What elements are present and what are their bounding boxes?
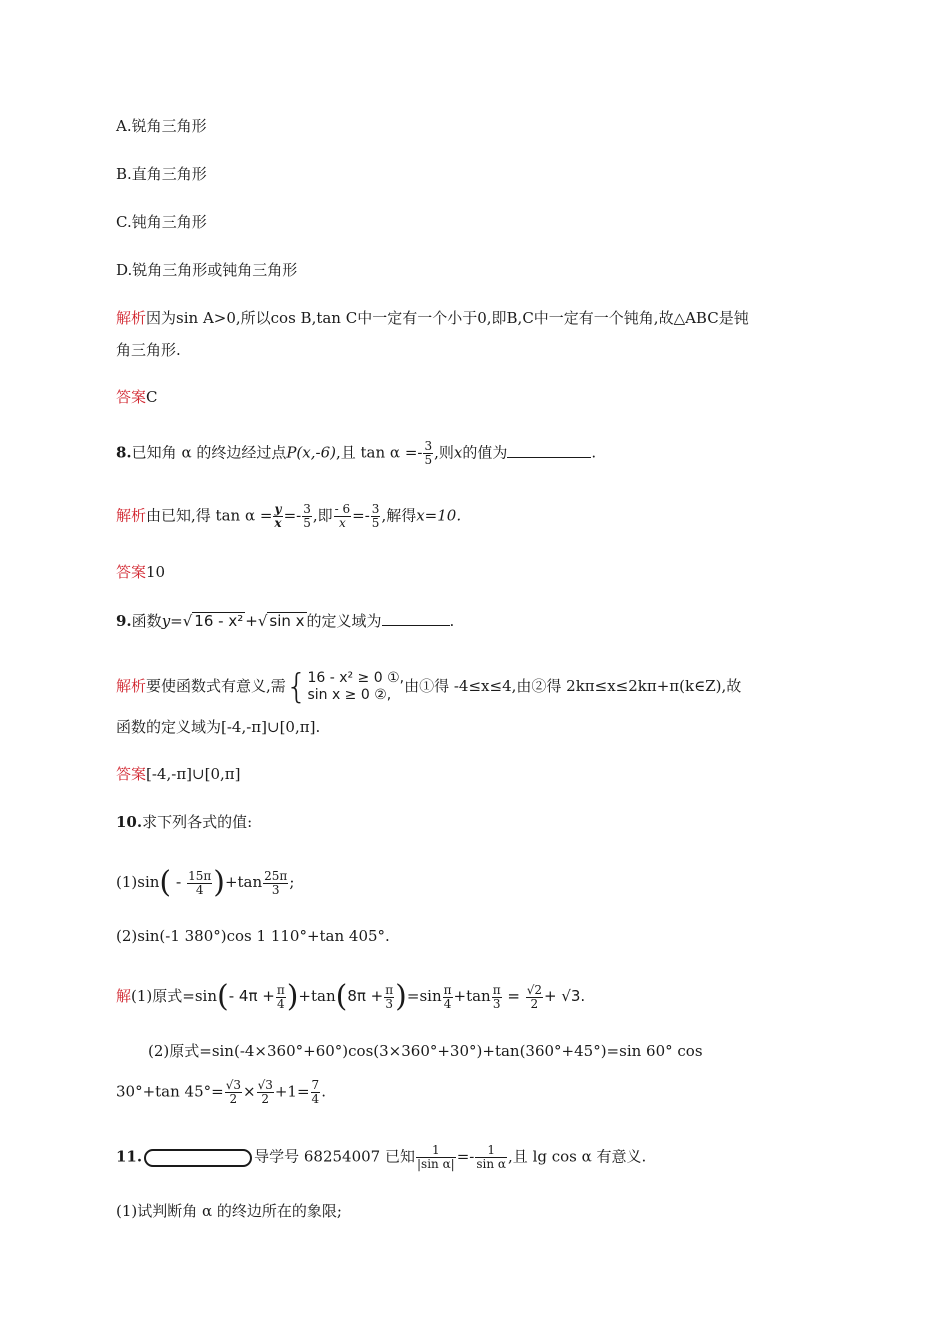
q7-analysis (116, 307, 749, 329)
analysis-text: 由已知,得 tan α = (146, 506, 273, 525)
question-number: 8. (116, 443, 132, 462)
solution-text: . (321, 1082, 326, 1101)
option-b: B.直角三角形 (116, 165, 207, 183)
fraction (302, 503, 312, 530)
q10-text: (1)sin (116, 873, 160, 891)
times-sign: × (243, 1082, 256, 1101)
numerator: - 6 (334, 502, 351, 516)
option-d: D.锐角三角形或钝角三角形 (116, 261, 298, 279)
q10-solution1: 解(1)原式=sin(- 4π + $\frac{\pi}{4}$ )+tan(8π + $\frac{\pi}{3}$ )=sin $\frac{\pi}{4}$ +tan $\frac{\pi}{3}$ = $\frac{√2}{2}$ + √3. (116, 979, 586, 1014)
brace-icon: { (285, 667, 308, 707)
answer-blank[interactable] (507, 441, 591, 458)
analysis-label: 解析 (116, 677, 147, 695)
q7-answer (116, 386, 158, 408)
numerator: √2 (526, 982, 542, 997)
fraction (311, 1079, 321, 1106)
analysis-text: =- (283, 506, 302, 525)
solution-text: (1)原式=sin (131, 987, 217, 1005)
q9-text: 的定义域为 (306, 612, 382, 630)
answer-value: C (146, 388, 158, 406)
question-number: 10. (116, 813, 143, 831)
solution-text: 8π + (347, 987, 384, 1005)
q8-text: ,则 (434, 443, 454, 462)
solution-label: 解 (116, 987, 132, 1005)
variable: x (453, 443, 463, 462)
radicand: sin x (269, 612, 305, 630)
q10-title: 求下列各式的值: (142, 813, 253, 831)
fraction (371, 503, 381, 530)
numerator: √3 (225, 1078, 241, 1092)
solution-text: +1= (274, 1082, 310, 1101)
inequality: sin x ≥ 0 ②, (307, 687, 392, 703)
denominator: x (339, 516, 346, 530)
denominator: 5 (371, 516, 380, 530)
q11-text: =- (456, 1147, 475, 1166)
analysis-text: 由①得 -4≤x≤4,由②得 2kπ≤x≤2kπ+π(k∈Z),故 (404, 677, 742, 695)
solution-text: =sin (406, 987, 442, 1005)
q9-question (116, 609, 454, 632)
fraction (492, 984, 502, 1011)
denominator: 2 (229, 1092, 238, 1106)
denominator: 5 (424, 453, 433, 467)
fraction (273, 503, 282, 530)
q10-solution2-cont (116, 1079, 326, 1106)
numerator: 3 (303, 502, 311, 516)
fraction (257, 1079, 274, 1106)
analysis-label: 解析 (116, 506, 147, 525)
numerator: π (492, 982, 501, 997)
q8-text: 的值为 (462, 443, 508, 462)
q10-part1: (1)sin( - $\frac{15\pi}{4}$ )+tan $\frac{25\pi}{3}$ ; (116, 865, 295, 900)
option-c: C.钝角三角形 (116, 213, 207, 231)
paren-icon: ( (335, 979, 348, 1014)
denominator: 2 (530, 996, 539, 1011)
analysis-text: ,即 (312, 506, 333, 525)
analysis-text: ,解得 (381, 506, 417, 525)
denominator: sin α (476, 1157, 507, 1171)
fraction (225, 1079, 242, 1106)
answer-label: 答案 (116, 765, 147, 783)
denominator: 4 (195, 882, 204, 897)
analysis-text: x=10. (416, 506, 462, 525)
q10-question (116, 811, 252, 833)
fraction (276, 984, 286, 1011)
answer-value: [-4,-π]∪[0,π] (146, 765, 241, 783)
q8-answer (116, 561, 165, 583)
numerator: 1 (416, 1144, 456, 1158)
q10-text: +tan (224, 873, 263, 891)
solution-text: + √3. (543, 987, 586, 1005)
answer-blank[interactable] (382, 609, 450, 626)
q10-part2: (2)sin(-1 380°)cos 1 110°+tan 405°. (116, 927, 390, 945)
denominator: 3 (492, 996, 501, 1011)
guide-badge[interactable] (144, 1149, 252, 1167)
paren-icon: ( (217, 979, 229, 1014)
q9-text: y= (161, 612, 183, 630)
analysis-label: 解析 (116, 309, 147, 327)
denominator: 4 (443, 996, 452, 1011)
paren-icon: ) (395, 979, 407, 1014)
q8-text: 已知角 α 的终边经过点 (131, 443, 287, 462)
numerator: 3 (371, 502, 380, 516)
fraction (423, 440, 433, 467)
q11-question (116, 1144, 646, 1171)
answer-label: 答案 (116, 388, 147, 406)
q9-analysis (116, 667, 742, 707)
paren-icon: ) (213, 865, 225, 900)
analysis-text: =- (352, 506, 370, 525)
inequality: 16 - x² ≥ 0 ①, (307, 670, 405, 686)
solution-text: +tan (453, 987, 491, 1005)
inequality-system (307, 670, 404, 704)
paren-icon: ( (159, 865, 172, 900)
q10-solution2: (2)原式=sin(-4×360°+60°)cos(3×360°+30°)+tan(360°+45°)=sin 60° cos (148, 1042, 703, 1060)
q9-text: 函数 (131, 612, 162, 630)
analysis-text: 要使函数式有意义,需 (146, 677, 286, 695)
denominator: 5 (303, 516, 311, 530)
numerator: π (276, 982, 285, 997)
numerator: 7 (311, 1078, 320, 1092)
answer-label: 答案 (116, 563, 147, 581)
question-number: 11. (116, 1147, 143, 1166)
q8-analysis (116, 503, 461, 530)
option-a: A.锐角三角形 (116, 117, 207, 135)
numerator: y (274, 502, 282, 516)
q9-analysis-cont: 函数的定义域为[-4,-π]∪[0,π]. (116, 718, 321, 736)
fraction (263, 870, 288, 897)
numerator: 25π (264, 868, 288, 883)
solution-text: +tan (298, 987, 336, 1005)
plus-sign: + (245, 612, 258, 630)
denominator: 2 (261, 1092, 270, 1106)
question-number: 9. (116, 612, 132, 630)
q9-answer (116, 763, 240, 785)
fraction (384, 984, 394, 1011)
denominator: |sin α| (417, 1157, 455, 1171)
sqrt-icon: √ (182, 612, 193, 630)
answer-value: 10 (146, 563, 166, 581)
numerator: 1 (475, 1144, 507, 1158)
solution-text: 30°+tan 45°= (116, 1082, 224, 1101)
fraction (187, 870, 212, 897)
q8-text: ,且 tan α =- (335, 443, 423, 462)
analysis-text: 因为sin A>0,所以cos B,tan C中一定有一个小于0,即B,C中一定有一个钝角,故△ABC是钝 (146, 309, 749, 327)
solution-text: - 4π + (228, 987, 275, 1005)
numerator: 3 (424, 439, 433, 453)
denominator: 3 (271, 882, 280, 897)
q10-text: ; (289, 873, 295, 891)
fraction (334, 503, 352, 530)
numerator: √3 (257, 1078, 273, 1092)
radicand: 16 - x² (194, 612, 244, 630)
fraction (443, 984, 453, 1011)
q11-text: ,且 lg cos α 有意义. (508, 1147, 647, 1166)
q8-text: . (591, 443, 597, 462)
numerator: π (385, 982, 394, 997)
q11-text: 导学号 68254007 已知 (254, 1147, 415, 1166)
q8-question (116, 440, 596, 467)
q7-analysis-cont: 角三角形. (116, 341, 181, 359)
numerator: 15π (188, 868, 212, 883)
q9-text: . (449, 612, 455, 630)
paren-icon: ) (286, 979, 299, 1014)
fraction (475, 1144, 507, 1171)
denominator: x (274, 516, 282, 530)
denominator: 4 (311, 1092, 320, 1106)
q11-part1: (1)试判断角 α 的终边所在的象限; (116, 1202, 342, 1220)
fraction (416, 1144, 456, 1171)
point-label: P(x,-6) (286, 443, 336, 462)
denominator: 3 (385, 996, 394, 1011)
numerator: π (443, 982, 452, 997)
denominator: 4 (276, 996, 285, 1011)
fraction (526, 984, 543, 1011)
sqrt-icon: √ (257, 612, 268, 630)
